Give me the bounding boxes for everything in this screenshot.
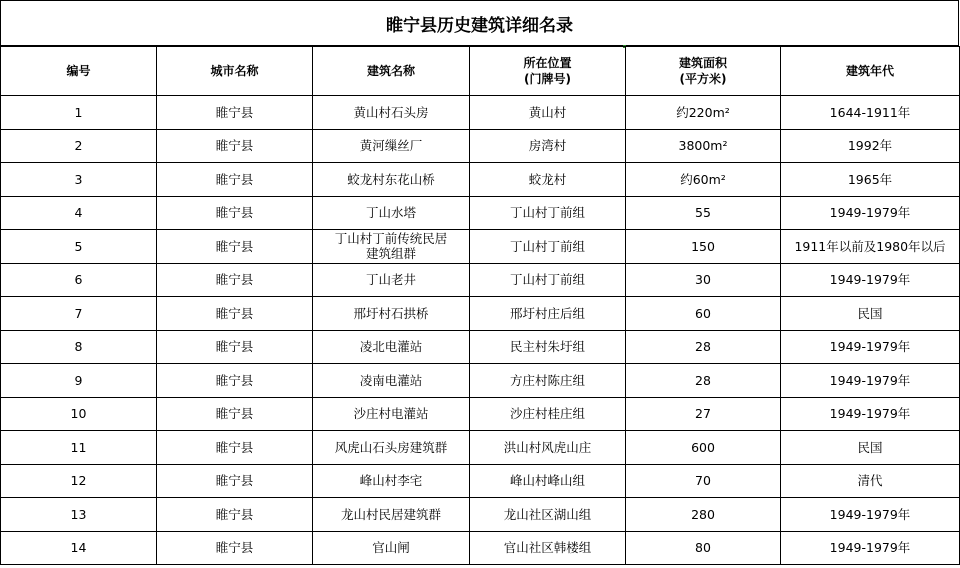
table-cell[interactable]: 邢圩村庄后组 [470, 297, 626, 331]
table-row [1, 297, 960, 331]
table-cell[interactable]: 沙庄村电灌站 [313, 397, 470, 431]
table-row [1, 263, 960, 297]
table-cell[interactable]: 峰山村李宅 [313, 464, 470, 498]
table-cell[interactable]: 官山闸 [313, 531, 470, 565]
header-label: 建筑名称 [366, 64, 415, 78]
table-row [1, 96, 960, 130]
table-cell[interactable]: 3800m² [626, 129, 781, 163]
table-cell[interactable]: 4 [1, 196, 157, 230]
table-cell[interactable]: 14 [1, 531, 157, 565]
table-cell[interactable]: 睢宁县 [157, 364, 313, 398]
table-cell[interactable]: 28 [626, 330, 781, 364]
header-row [1, 47, 960, 96]
table-cell[interactable]: 1949-1979年 [781, 196, 960, 230]
header-label: 所在位置 (门牌号) [523, 56, 572, 86]
table-cell[interactable]: 55 [626, 196, 781, 230]
table-cell[interactable]: 27 [626, 397, 781, 431]
header-cell[interactable] [1, 47, 157, 96]
header-label: 建筑年代 [845, 64, 894, 78]
table-cell[interactable]: 睢宁县 [157, 163, 313, 197]
table-cell[interactable]: 蛟龙村 [470, 163, 626, 197]
header-cell[interactable] [313, 47, 470, 96]
table-cell[interactable]: 睢宁县 [157, 531, 313, 565]
table-cell[interactable]: 70 [626, 464, 781, 498]
table-cell[interactable]: 房湾村 [470, 129, 626, 163]
table-cell[interactable]: 600 [626, 431, 781, 465]
table-cell[interactable]: 10 [1, 397, 157, 431]
table-cell[interactable]: 民主村朱圩组 [470, 330, 626, 364]
table-cell[interactable]: 约60m² [626, 163, 781, 197]
table-cell[interactable]: 11 [1, 431, 157, 465]
table-cell[interactable]: 凌北电灌站 [313, 330, 470, 364]
table-cell[interactable]: 丁山村丁前传统民居 建筑组群 [313, 230, 470, 264]
table-cell[interactable]: 蛟龙村东花山桥 [313, 163, 470, 197]
table-cell[interactable]: 1992年 [781, 129, 960, 163]
table-cell[interactable]: 清代 [781, 464, 960, 498]
table-cell[interactable]: 丁山村丁前组 [470, 230, 626, 264]
table-cell[interactable]: 凌南电灌站 [313, 364, 470, 398]
table-cell[interactable]: 丁山村丁前组 [470, 196, 626, 230]
table-cell[interactable]: 1949-1979年 [781, 364, 960, 398]
buildings-table [0, 46, 960, 565]
table-cell[interactable]: 睢宁县 [157, 397, 313, 431]
table-cell[interactable]: 280 [626, 498, 781, 532]
table-cell[interactable]: 150 [626, 230, 781, 264]
header-cell[interactable] [157, 47, 313, 96]
table-cell[interactable]: 黄河缫丝厂 [313, 129, 470, 163]
table-cell[interactable]: 龙山社区湖山组 [470, 498, 626, 532]
table-cell[interactable]: 睢宁县 [157, 129, 313, 163]
table-cell[interactable]: 民国 [781, 297, 960, 331]
header-cell[interactable] [470, 47, 626, 96]
table-cell[interactable]: 睢宁县 [157, 196, 313, 230]
table-cell[interactable]: 12 [1, 464, 157, 498]
table-cell[interactable]: 1949-1979年 [781, 531, 960, 565]
table-cell[interactable]: 民国 [781, 431, 960, 465]
table-cell[interactable]: 官山社区韩楼组 [470, 531, 626, 565]
table-cell[interactable]: 1949-1979年 [781, 263, 960, 297]
table-cell[interactable]: 1949-1979年 [781, 330, 960, 364]
table-cell[interactable]: 2 [1, 129, 157, 163]
table-cell[interactable]: 睢宁县 [157, 263, 313, 297]
table-cell[interactable]: 28 [626, 364, 781, 398]
table-cell[interactable]: 洪山村风虎山庄 [470, 431, 626, 465]
header-cell[interactable] [626, 47, 781, 96]
table-cell[interactable]: 5 [1, 230, 157, 264]
table-cell[interactable]: 80 [626, 531, 781, 565]
table-row [1, 230, 960, 264]
table-cell[interactable]: 1949-1979年 [781, 397, 960, 431]
table-cell[interactable]: 1949-1979年 [781, 498, 960, 532]
table-cell[interactable]: 1911年以前及1980年以后 [781, 230, 960, 264]
table-cell[interactable]: 1644-1911年 [781, 96, 960, 130]
table-row [1, 531, 960, 565]
table-cell[interactable]: 睢宁县 [157, 297, 313, 331]
table-cell[interactable]: 睢宁县 [157, 230, 313, 264]
table-cell[interactable]: 睢宁县 [157, 96, 313, 130]
table-cell[interactable]: 黄山村 [470, 96, 626, 130]
table-cell[interactable]: 60 [626, 297, 781, 331]
header-label: 编号 [66, 64, 91, 78]
table-cell[interactable]: 风虎山石头房建筑群 [313, 431, 470, 465]
table-row [1, 498, 960, 532]
table-row [1, 330, 960, 364]
table-row [1, 163, 960, 197]
table-row [1, 397, 960, 431]
table-cell[interactable]: 1965年 [781, 163, 960, 197]
table-row [1, 364, 960, 398]
table-cell[interactable]: 30 [626, 263, 781, 297]
table-row [1, 431, 960, 465]
table-cell[interactable]: 邢圩村石拱桥 [313, 297, 470, 331]
table-cell[interactable]: 黄山村石头房 [313, 96, 470, 130]
table-cell[interactable]: 睢宁县 [157, 464, 313, 498]
table-row [1, 196, 960, 230]
table-cell[interactable]: 约220m² [626, 96, 781, 130]
table-row [1, 464, 960, 498]
table-cell[interactable]: 沙庄村桂庄组 [470, 397, 626, 431]
table-cell[interactable]: 睢宁县 [157, 498, 313, 532]
header-cell[interactable] [781, 47, 960, 96]
table-cell[interactable]: 3 [1, 163, 157, 197]
table-cell[interactable]: 8 [1, 330, 157, 364]
table-cell[interactable]: 睢宁县 [157, 431, 313, 465]
table-cell[interactable]: 丁山村丁前组 [470, 263, 626, 297]
header-label: 城市名称 [210, 64, 259, 78]
table-cell[interactable]: 7 [1, 297, 157, 331]
table-cell[interactable]: 丁山水塔 [313, 196, 470, 230]
table-cell[interactable]: 9 [1, 364, 157, 398]
table-title: 睢宁县历史建筑详细名录 [0, 0, 959, 46]
table-cell[interactable]: 峰山村峰山组 [470, 464, 626, 498]
table-cell[interactable]: 1 [1, 96, 157, 130]
table-row [1, 129, 960, 163]
table-cell[interactable]: 方庄村陈庄组 [470, 364, 626, 398]
table-cell[interactable]: 丁山老井 [313, 263, 470, 297]
table-cell[interactable]: 6 [1, 263, 157, 297]
table-cell[interactable]: 龙山村民居建筑群 [313, 498, 470, 532]
header-label: 建筑面积 (平方米) [678, 56, 727, 86]
table-cell[interactable]: 13 [1, 498, 157, 532]
table-cell[interactable]: 睢宁县 [157, 330, 313, 364]
